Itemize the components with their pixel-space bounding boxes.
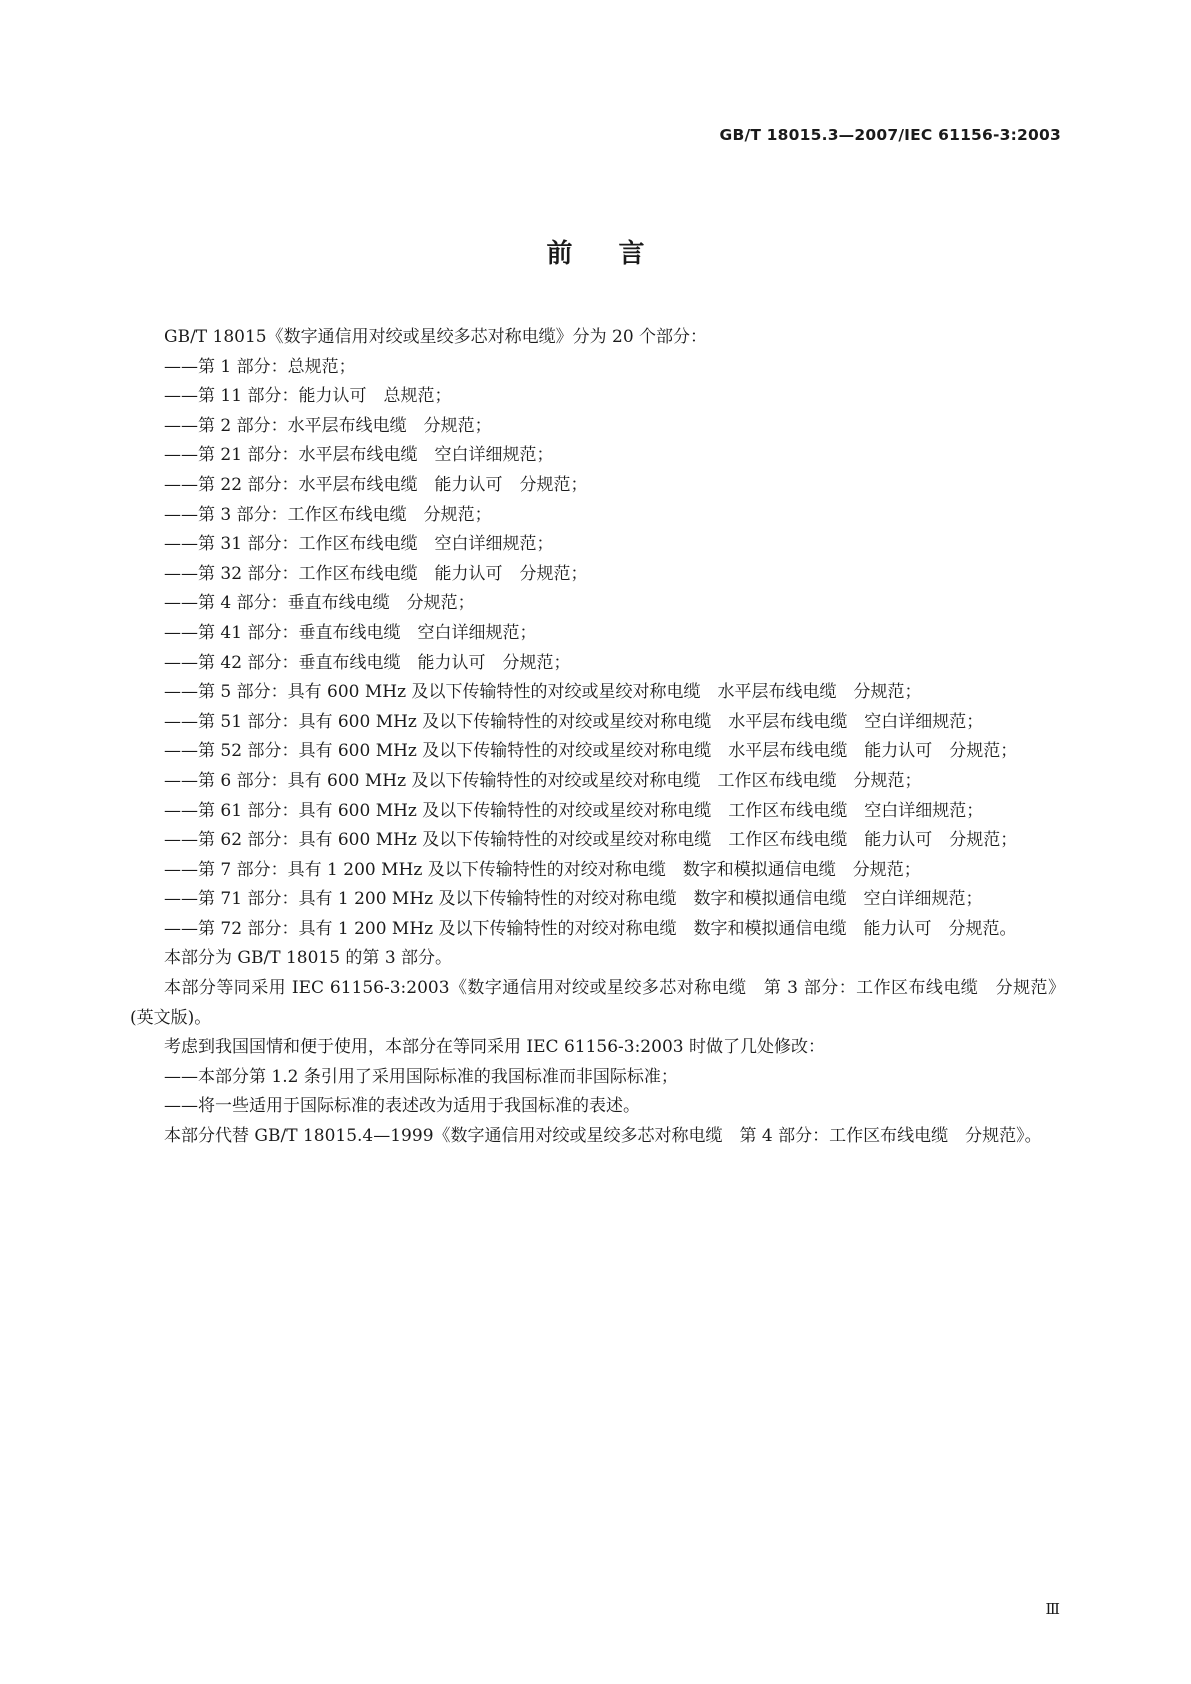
list-item: ——第 11 部分：能力认可 总规范； xyxy=(164,386,452,407)
list-item: ——第 72 部分：具有 1 200 MHz 及以下传输特性的对绞对称电缆 数字和模拟通信电缆 能力认可 分规范。 xyxy=(164,918,1017,939)
list-item: ——第 52 部分：具有 600 MHz 及以下传输特性的对绞或星绞对称电缆 水平层布线电缆 能力认可 分规范； xyxy=(164,741,1018,762)
list-item: ——第 4 部分：垂直布线电缆 分规范； xyxy=(164,593,475,614)
list-item: ——第 7 部分：具有 1 200 MHz 及以下传输特性的对绞对称电缆 数字和模拟通信电缆 分规范； xyxy=(164,859,921,880)
adoption-paragraph: 本部分等同采用 IEC 61156-3:2003《数字通信用对绞或星绞多芯对称电缆 第 3 部分：工作区布线电缆 分规范》(英文版)。 xyxy=(130,978,1065,1028)
part-statement: 本部分为 GB/T 18015 的第 3 部分。 xyxy=(164,948,453,969)
modifications-list xyxy=(130,1063,1065,1122)
list-item: ——第 22 部分：水平层布线电缆 能力认可 分规范； xyxy=(164,474,588,495)
parts-list xyxy=(130,353,1065,945)
list-item: ——第 62 部分：具有 600 MHz 及以下传输特性的对绞或星绞对称电缆 工作区布线电缆 能力认可 分规范； xyxy=(164,830,1018,851)
intro-paragraph: GB/T 18015《数字通信用对绞或星绞多芯对称电缆》分为 20 个部分： xyxy=(164,327,708,347)
list-item: ——第 32 部分：工作区布线电缆 能力认可 分规范； xyxy=(164,563,588,584)
list-item: ——第 6 部分：具有 600 MHz 及以下传输特性的对绞或星绞对称电缆 工作区布线电缆 分规范； xyxy=(164,770,922,791)
foreword-body xyxy=(130,323,1065,1152)
list-item: ——第 42 部分：垂直布线电缆 能力认可 分规范； xyxy=(164,652,571,673)
list-item: ——将一些适用于国际标准的表述改为适用于我国标准的表述。 xyxy=(164,1096,640,1117)
list-item: ——第 61 部分：具有 600 MHz 及以下传输特性的对绞或星绞对称电缆 工作区布线电缆 空白详细规范； xyxy=(164,800,984,821)
standard-number-header: GB/T 18015.3—2007/IEC 61156-3:2003 xyxy=(719,126,1061,144)
page-number: Ⅲ xyxy=(1045,1600,1059,1618)
list-item: ——本部分第 1.2 条引用了采用国际标准的我国标准而非国际标准； xyxy=(164,1066,678,1087)
list-item: ——第 21 部分：水平层布线电缆 空白详细规范； xyxy=(164,445,554,466)
list-item: ——第 31 部分：工作区布线电缆 空白详细规范； xyxy=(164,534,554,555)
list-item: ——第 1 部分：总规范； xyxy=(164,356,356,377)
list-item: ——第 2 部分：水平层布线电缆 分规范； xyxy=(164,415,492,436)
list-item: ——第 71 部分：具有 1 200 MHz 及以下传输特性的对绞对称电缆 数字和模拟通信电缆 空白详细规范； xyxy=(164,889,983,910)
list-item: ——第 5 部分：具有 600 MHz 及以下传输特性的对绞或星绞对称电缆 水平层布线电缆 分规范； xyxy=(164,682,922,703)
replacement-paragraph: 本部分代替 GB/T 18015.4—1999《数字通信用对绞或星绞多芯对称电缆 第 4 部分：工作区布线电缆 分规范》。 xyxy=(164,1126,1042,1147)
list-item: ——第 41 部分：垂直布线电缆 空白详细规范； xyxy=(164,622,537,643)
list-item: ——第 51 部分：具有 600 MHz 及以下传输特性的对绞或星绞对称电缆 水平层布线电缆 空白详细规范； xyxy=(164,711,984,732)
page-title: 前言 xyxy=(546,239,691,269)
list-item: ——第 3 部分：工作区布线电缆 分规范； xyxy=(164,504,492,525)
modification-intro: 考虑到我国国情和便于使用，本部分在等同采用 IEC 61156-3:2003 时做了几处修改： xyxy=(164,1037,825,1058)
